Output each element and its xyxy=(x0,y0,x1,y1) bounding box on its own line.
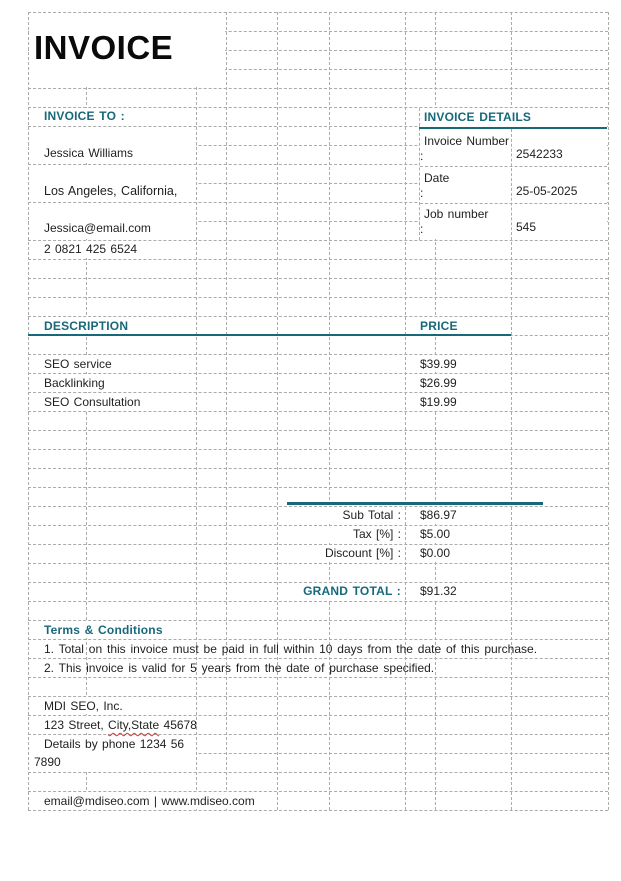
footer-phone-line1: Details by phone 1234 56 xyxy=(44,737,185,751)
detail-label: Job number xyxy=(424,207,489,221)
item-price: $39.99 xyxy=(420,357,457,371)
subtotal-label: Sub Total : xyxy=(342,508,401,522)
grid-line xyxy=(28,278,608,279)
item-description: SEO service xyxy=(44,357,112,371)
grid-line xyxy=(28,658,608,659)
terms-heading: Terms & Conditions xyxy=(44,623,163,637)
item-price: $19.99 xyxy=(420,395,457,409)
grid-line xyxy=(28,259,608,260)
grand-total-value: $91.32 xyxy=(420,584,457,598)
grid-line xyxy=(608,12,609,810)
grid-line xyxy=(28,677,608,678)
discount-value: $0.00 xyxy=(420,546,451,560)
grid-line xyxy=(28,297,608,298)
item-description: SEO Consultation xyxy=(44,395,141,409)
footer-company: MDI SEO, Inc. xyxy=(44,699,123,713)
grid-line xyxy=(28,468,608,469)
tax-value: $5.00 xyxy=(420,527,451,541)
invoice-to-heading: INVOICE TO : xyxy=(44,109,125,123)
grand-total-label: GRAND TOTAL : xyxy=(303,584,401,598)
footer-address-prefix: 123 Street, xyxy=(44,718,109,732)
terms-line-2: 2. This invoice is valid for 5 years from the date of purchase specified. xyxy=(44,661,435,675)
grid-line xyxy=(28,411,608,412)
detail-value: 2542233 xyxy=(516,147,563,161)
discount-label: Discount [%] : xyxy=(324,546,401,560)
customer-address: Los Angeles, California, xyxy=(44,184,178,198)
grid-line xyxy=(28,639,608,640)
detail-colon: : xyxy=(420,149,424,163)
customer-name: Jessica Williams xyxy=(44,146,134,160)
detail-colon: : xyxy=(420,222,424,236)
details-heading-rule xyxy=(419,127,607,129)
footer-contact: email@mdiseo.com | www.mdiseo.com xyxy=(44,794,255,808)
subtotal-value: $86.97 xyxy=(420,508,457,522)
detail-value: 545 xyxy=(516,220,537,234)
terms-line-1: 1. Total on this invoice must be paid in full within 10 days from the date of this purchase. xyxy=(44,642,538,656)
detail-label: Invoice Number xyxy=(424,134,510,148)
footer-address xyxy=(44,718,197,733)
description-header: DESCRIPTION xyxy=(44,319,129,333)
totals-top-rule xyxy=(287,502,543,505)
page-title: INVOICE xyxy=(34,29,174,66)
grid-line xyxy=(28,772,608,773)
grid-line xyxy=(28,601,608,602)
grid-line xyxy=(28,563,608,564)
footer-address-misspelled: City,State xyxy=(108,718,160,732)
details-row-divider xyxy=(420,203,607,204)
details-column-divider xyxy=(511,129,512,240)
grid-line xyxy=(28,430,608,431)
details-row-divider xyxy=(420,166,607,167)
footer-address-suffix: 45678 xyxy=(159,718,197,732)
item-price: $26.99 xyxy=(420,376,457,390)
items-header-rule xyxy=(28,334,511,336)
detail-colon: : xyxy=(420,186,424,200)
grid-line xyxy=(28,810,608,811)
invoice-details-heading: INVOICE DETAILS xyxy=(424,110,532,124)
item-description: Backlinking xyxy=(44,376,105,390)
grid-line xyxy=(28,88,608,89)
grid-line xyxy=(28,449,608,450)
customer-phone: 2 0821 425 6524 xyxy=(44,242,138,256)
grid-line xyxy=(28,487,608,488)
detail-value: 25-05-2025 xyxy=(516,184,578,198)
price-header: PRICE xyxy=(420,319,458,333)
detail-label: Date xyxy=(424,171,450,185)
footer-phone-line2: 7890 xyxy=(34,755,61,769)
customer-email: Jessica@email.com xyxy=(44,221,151,235)
tax-label: Tax [%] : xyxy=(352,527,401,541)
